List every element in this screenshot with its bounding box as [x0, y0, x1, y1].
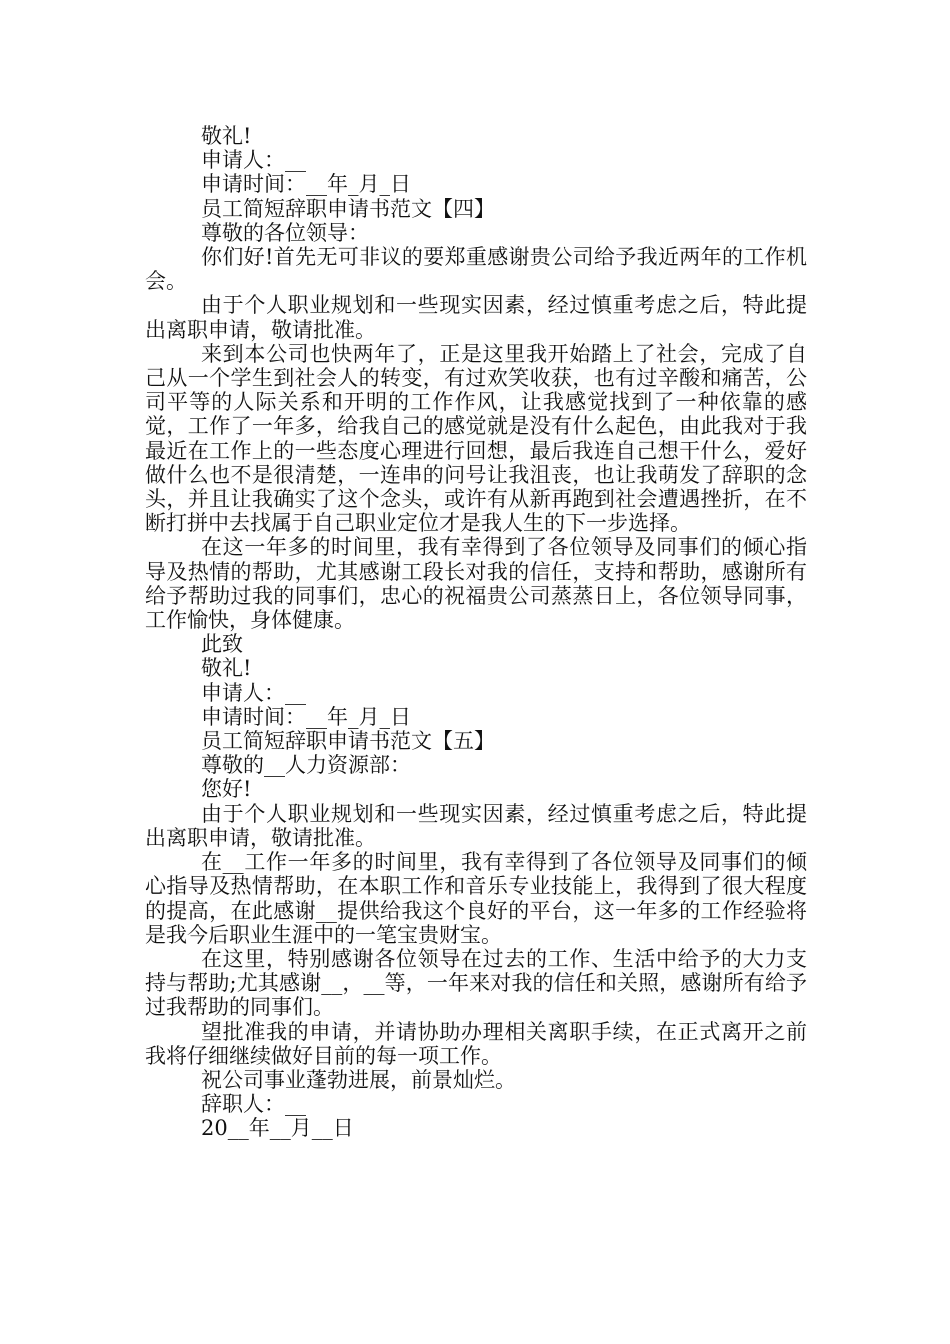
body-paragraph: 由于个人职业规划和一些现实因素，经过慎重考虑之后，特此提出离职申请，敬请批准。: [145, 801, 807, 850]
date-line: 20__年__月__日: [201, 1116, 354, 1141]
body-paragraph: 在__工作一年多的时间里，我有幸得到了各位领导及同事们的倾心指导及热情帮助，在本职工作和音乐专业技能上，我得到了很大程度的提高，在此感谢__提供给我这个良好的平台，这一年多的工作经验将是我今后职业生涯中的一笔宝贵财宝。: [145, 850, 807, 947]
greeting: 尊敬的各位领导：: [201, 220, 369, 245]
section-title-4: 员工简短辞职申请书范文【四】: [201, 196, 495, 221]
closing-salute: 敬礼!: [201, 124, 252, 148]
document-page: [145, 124, 807, 1141]
salutation: 您好!: [201, 777, 252, 802]
section-title-5: 员工简短辞职申请书范文【五】: [201, 729, 495, 754]
body-paragraph: 来到本公司也快两年了，正是这里我开始踏上了社会，完成了自己从一个学生到社会人的转变，有过欢笑收获，也有过辛酸和痛苦，公司平等的人际关系和开明的工作作风，让我感觉找到了一种依靠的感觉，工作了一年多，给我自己的感觉就是没有什么起色，由此我对于我最近在工作上的一些态度心理进行回想，最后我连自己想干什么，爱好做什么也不是很清楚，一连串的问号让我沮丧，也让我萌发了辞职的念头，并且让我确实了这个念头，或许有从新再跑到社会遭遇挫折，在不断打拼中去找属于自己职业定位才是我人生的下一步选择。: [145, 341, 807, 536]
application-date-line: 申请时间：__年_月_日: [201, 704, 411, 729]
body-paragraph: 你们好!首先无可非议的要郑重感谢贵公司给予我近两年的工作机会。: [145, 245, 807, 294]
greeting: 尊敬的__人力资源部：: [201, 753, 411, 778]
body-paragraph: 在这里，特别感谢各位领导在过去的工作、生活中给予的大力支持与帮助;尤其感谢__，__等，一年来对我的信任和关照，感谢所有给予过我帮助的同事们。: [145, 946, 807, 1020]
applicant-line: 申请人：__: [201, 148, 306, 173]
body-paragraph: 由于个人职业规划和一些现实因素，经过慎重考虑之后，特此提出离职申请，敬请批准。: [145, 293, 807, 342]
body-paragraph: 在这一年多的时间里，我有幸得到了各位领导及同事们的倾心指导及热情的帮助，尤其感谢工段长对我的信任，支持和帮助，感谢所有给予帮助过我的同事们，忠心的祝福贵公司蒸蒸日上，各位领导同事，工作愉快，身体健康。: [145, 535, 807, 633]
applicant-line: 申请人：__: [201, 680, 306, 705]
application-date-line: 申请时间：__年_月_日: [201, 172, 411, 197]
resigner-line: 辞职人：__: [201, 1092, 306, 1117]
closing-salute: 敬礼!: [201, 656, 252, 681]
wish-line: 祝公司事业蓬勃进展，前景灿烂。: [201, 1067, 516, 1092]
body-paragraph: 望批准我的申请，并请协助办理相关离职手续，在正式离开之前我将仔细继续做好目前的每一项工作。: [145, 1019, 807, 1068]
closing-phrase: 此致: [201, 632, 243, 657]
